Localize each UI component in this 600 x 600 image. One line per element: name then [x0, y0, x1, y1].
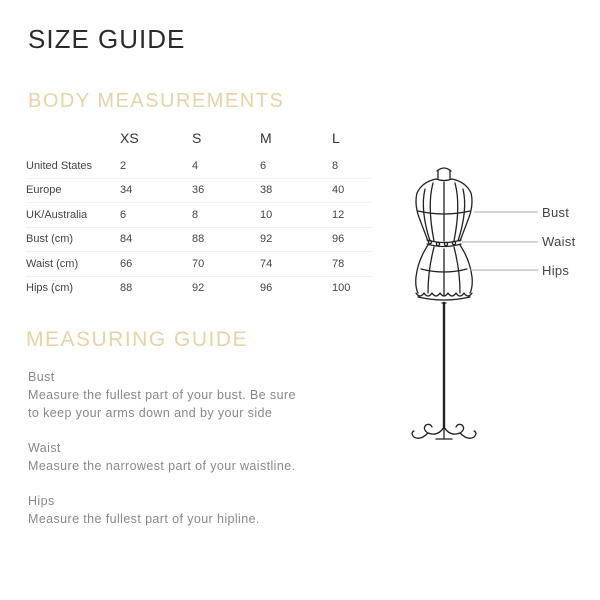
- waist-label: Waist: [542, 234, 576, 249]
- table-row: [26, 276, 372, 300]
- guide-text: Measure the fullest part of your hipline.: [28, 512, 260, 526]
- row-label: Bust (cm): [26, 227, 120, 252]
- table-row: [26, 252, 372, 277]
- table-cell: 84: [120, 227, 192, 252]
- column-header-m: M: [260, 130, 272, 146]
- guide-item-hips: [28, 492, 358, 528]
- guide-text: Measure the narrowest part of your waistline.: [28, 459, 296, 473]
- table-cell: 2: [120, 159, 127, 172]
- table-row: [26, 178, 372, 203]
- table-cell: 4: [192, 159, 199, 172]
- table-cell: 96: [332, 227, 372, 252]
- table-cell: 6: [120, 203, 192, 228]
- guide-heading: Bust: [28, 370, 55, 384]
- table-cell: 92: [260, 227, 332, 252]
- table-header-row: [26, 130, 372, 154]
- row-label: United States: [26, 159, 93, 172]
- guide-heading: Waist: [28, 441, 61, 455]
- guide-text: Measure the fullest part of your bust. Be sure: [28, 388, 296, 402]
- base-scroll-left: [424, 424, 444, 434]
- column-header-s: S: [192, 130, 202, 146]
- table-cell: 92: [192, 276, 260, 300]
- table-cell: 70: [192, 252, 260, 277]
- table-cell: 34: [120, 178, 192, 203]
- table-cell: 88: [120, 276, 192, 300]
- table-cell: 6: [260, 159, 267, 172]
- table-cell: 100: [332, 276, 372, 300]
- table-row: [26, 203, 372, 228]
- guide-item-waist: [28, 439, 358, 475]
- table-cell: 88: [192, 227, 260, 252]
- guide-text: to keep your arms down and by your side: [28, 406, 273, 420]
- table-cell: 96: [260, 276, 332, 300]
- base-scroll-right: [444, 424, 464, 434]
- table-cell: 8: [332, 159, 339, 172]
- table-cell: 78: [332, 252, 372, 277]
- neck-cap: [437, 168, 451, 171]
- column-header-xs: XS: [120, 130, 139, 146]
- column-header-l: L: [332, 130, 340, 146]
- size-table: [26, 130, 372, 300]
- table-cell: 40: [332, 178, 372, 203]
- row-label: UK/Australia: [26, 203, 120, 228]
- bust-label: Bust: [542, 205, 570, 220]
- guide-item-bust: [28, 368, 358, 422]
- page-title: SIZE GUIDE: [28, 24, 186, 54]
- body-measurements-title: BODY MEASUREMENTS: [28, 90, 285, 112]
- table-header-blank: [26, 130, 120, 154]
- table-cell: 12: [332, 203, 372, 228]
- measuring-guide: [28, 368, 358, 545]
- row-label: Hips (cm): [26, 276, 120, 300]
- table-cell: 36: [192, 178, 260, 203]
- table-row: [26, 227, 372, 252]
- guide-heading: Hips: [28, 494, 55, 508]
- table-cell: 38: [260, 178, 332, 203]
- row-label: Europe: [26, 178, 120, 203]
- hips-label: Hips: [542, 263, 570, 278]
- table-cell: 66: [120, 252, 192, 277]
- row-label: Waist (cm): [26, 252, 120, 277]
- table-cell: 8: [192, 203, 260, 228]
- table-cell: 10: [260, 203, 332, 228]
- table-row: [26, 154, 372, 178]
- measuring-guide-title: MEASURING GUIDE: [26, 328, 249, 351]
- table-cell: 74: [260, 252, 332, 277]
